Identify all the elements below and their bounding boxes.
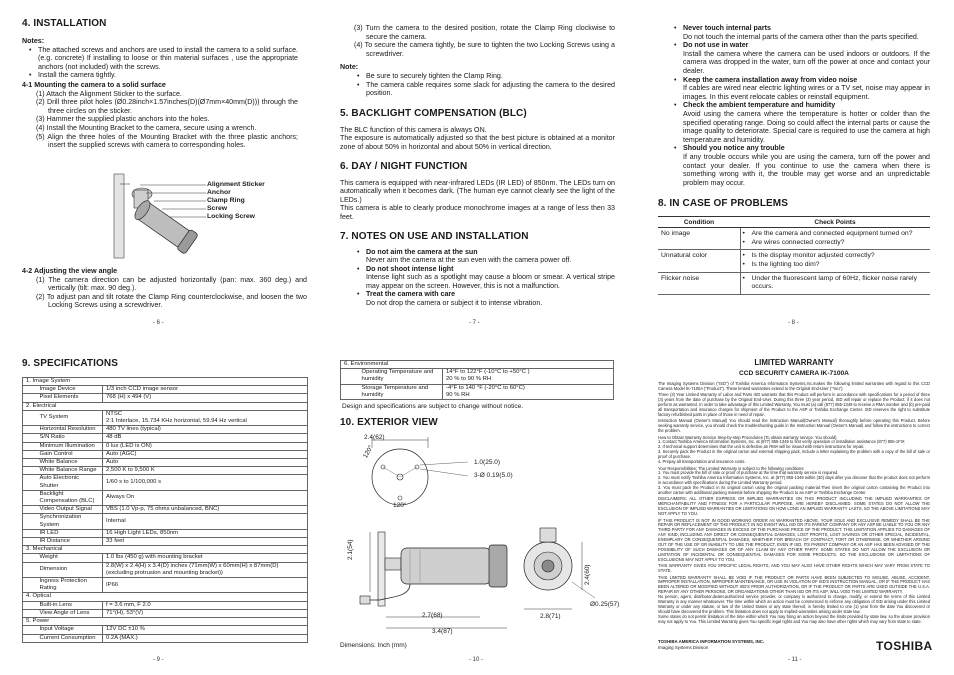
spec-key: Gain Control: [37, 450, 103, 458]
note-item: • Be sure to securely tighten the Clamp Ring.: [366, 72, 615, 81]
step: (4) To secure the camera tightly, be sure to tighten the two Locking Screws using a screwdriver.: [354, 41, 615, 58]
spec-indent: [23, 394, 37, 402]
step: (1) The camera direction can be adjusted horizontally (pan: max. 360 deg.) and vertically (tilt: max. 90 deg.).: [36, 275, 307, 293]
problems-heading: 8. IN CASE OF PROBLEMS: [658, 198, 788, 210]
spec-value: NTSC 2:1 Interlace, 15.734 KHz horizontal, 59.94 Hz vertical: [103, 410, 308, 425]
use-note: • Treat the camera with care Do not drop the camera or subject it to intense vibration.: [366, 290, 615, 307]
use-note: • Do not aim the camera at the sun Never aim the camera at the sun even with the camera power off.: [366, 248, 615, 265]
spec-key: Synchronization System: [37, 514, 103, 529]
spec-value: 71°(H), 53°(V): [103, 609, 308, 617]
blc-heading: 5. BACKLIGHT COMPENSATION (BLC): [340, 107, 527, 119]
dimension-units: Dimensions: Inch (mm): [340, 642, 407, 649]
spec-key: Dimension: [37, 562, 103, 577]
table-row: [23, 475, 308, 490]
care-note: • Keep the camera installation away from video noise If cables are wired near electric lighting wires or a TV set, noise may appear in images. In this event relocate cables or reinstall equipment.: [683, 76, 930, 102]
spec-indent: [23, 626, 37, 634]
page-11: [658, 358, 930, 625]
note-item: • The camera cable requires some slack for adjusting the camera to the desired position.: [366, 81, 615, 98]
spec-value: Auto (AGC): [103, 450, 308, 458]
table-row: [341, 361, 614, 369]
dim-front-width: 2.8(71): [540, 613, 561, 620]
table-row: [23, 459, 308, 467]
table-row: [23, 609, 308, 617]
clamp-notes: [340, 72, 615, 98]
care-notes: [658, 24, 930, 187]
dim-angle-bottom: 120°: [393, 502, 407, 509]
spec-indent: [23, 554, 37, 562]
warranty-paragraph: 2. You must notify Toshiba America Information Systems, Inc. at (877) 855-1349 within (30) days after you discover that the product does not perform in accordance with specifications during the Limited Warranty period.: [658, 475, 930, 486]
table-row: [658, 272, 930, 294]
spec-indent: [23, 529, 37, 537]
care-note: • Do not use in water Install the camera where the camera can be used indoors or outdoors. If the camera was dropped in the water, turn off the power at once and contact your dealer.: [683, 41, 930, 75]
table-row: [23, 626, 308, 634]
step: (2) Drill three pilot holes (Ø0.28inch×1.57inches(D)(Ø7mm×40mm(D))) through the three circles on the sticker.: [36, 98, 298, 115]
installation-heading: 4. INSTALLATION: [22, 18, 107, 29]
table-row: [23, 394, 308, 402]
page-6: [22, 18, 298, 150]
condition-cell: Flicker noise: [658, 272, 740, 294]
spec-key: White Balance: [37, 459, 103, 467]
dim-side-height: 2.1(54): [347, 539, 354, 560]
table-row: [23, 554, 308, 562]
table-row: [23, 529, 308, 537]
spec-indent: [23, 538, 37, 546]
subheading-4-1: 4-1 Mounting the camera to a solid surface: [22, 80, 166, 89]
check-cell: • Are the camera and connected equipment turned on? • Are wires connected correctly?: [740, 228, 930, 250]
care-note: • Check the ambient temperature and humidity Avoid using the camera where the temperature is hotter or colder than the specified operating range. Doing so could affect the internal parts or cause the image quality to deteriorate. Special care is required to use the camera at high temperature and humidity.: [683, 101, 930, 144]
spec-key: Auto Electronic Shutter: [37, 475, 103, 490]
install-note: • Install the camera tightly.: [38, 71, 298, 80]
specifications-heading: 9. SPECIFICATIONS: [22, 358, 118, 369]
spec-indent: [23, 434, 37, 442]
warranty-paragraph: How to Obtain Warranty Service Step-by-step Procedures (To obtain warranty service. You should): [658, 434, 837, 440]
install-notes: [22, 46, 298, 80]
warranty-paragraph: 3. You must pack the Product in its original carton using the original packing material.Then insert the original carton containing the Product into another carton with additional packing material before shipping the Product to an ASP or Toshiba Exchange Center.: [658, 485, 930, 496]
table-row: [23, 434, 308, 442]
check-cell: • Is the display monitor adjusted correctly? • Is the lighting too dim?: [740, 250, 930, 272]
spec-key: TV System: [37, 410, 103, 425]
label-clamp-ring: Clamp Ring: [207, 197, 245, 205]
notes-label: Notes:: [22, 37, 45, 45]
warranty-paragraph: DISCLAIMERS: ALL OTHER EXPRESS OR IMPLIED WARRANTIES ON THIS PRODUCT INCLUDING THE IMPLIED WARRANTIES OF MERCHANTABILITY AND FITNESS FOR A PARTICULAR PURPOSE, ARE HEREBY DISCLAIMED. SOME STATES DO NOT ALLOW THE EXCLUSION OF IMPLIED WARRANTIES OR LIMITATIONS ON HOW LONG AN IMPLIED WARRANTY LASTS, SO THE ABOVE LIMITATIONS MAY NOT APPLY TO YOU.: [658, 496, 930, 517]
spec-value: IP66: [103, 578, 308, 593]
col-check-points: Check Points: [740, 217, 930, 228]
spec-value: 1.0 lbs (450 g) with mounting bracket: [103, 554, 308, 562]
steps-4-1: [22, 90, 298, 150]
spec-indent: [23, 601, 37, 609]
spec-section: 5. Power: [23, 618, 308, 626]
table-row: [341, 369, 614, 384]
dim-angle-left: 120°: [362, 444, 375, 460]
table-row: [23, 546, 308, 554]
spec-value: VBS (1.0 Vp-p, 75 ohms unbalanced, BNC): [103, 506, 308, 514]
spec-indent: [23, 514, 37, 529]
use-note: • Do not shoot intense light Intense light such as a spotlight may cause a bloom or smear. A vertical stripe may appear on the screen. However, this is not a malfunction.: [366, 265, 615, 291]
notes-use-heading: 7. NOTES ON USE AND INSTALLATION: [340, 230, 529, 242]
spec-indent: [23, 475, 37, 490]
table-row: [23, 450, 308, 458]
table-row: [23, 426, 308, 434]
spec-value: 33 feet: [103, 538, 308, 546]
dim-hole-diameter: 3-Ø 0.19(5.0): [474, 472, 513, 479]
spec-section: 4. Optical: [23, 593, 308, 601]
step: (2) To adjust pan and tilt rotate the Clamp Ring counterclockwise, and loosen the two Locking Screws using a screwdriver.: [36, 292, 307, 310]
specifications-table: [22, 377, 308, 643]
install-note: • The attached screws and anchors are used to install the camera to a solid surface. (e.g. concrete) If installing to loose or thin material surfaces , use the appropriate anchors (not included) with the screws.: [38, 46, 298, 72]
page-number-10: - 10 -: [469, 657, 484, 663]
warranty-paragraph: Your Responsibilities: The Limited Warranty is subject to the following conditions:: [658, 465, 805, 471]
step: (3) Hammer the supplied plastic anchors into the holes.: [36, 115, 210, 124]
dim-length-1: 2.7(68): [422, 612, 443, 619]
note-label: Note:: [340, 63, 359, 72]
table-row: [23, 601, 308, 609]
spec-indent: [23, 410, 37, 425]
problems-table: [658, 216, 930, 295]
spec-key: Image Device: [37, 386, 103, 394]
label-anchor: Anchor: [207, 189, 231, 197]
spec-key: IR Distance: [37, 538, 103, 546]
spec-indent: [23, 426, 37, 434]
env-value: -4°F to 140 °F (-20°C to 60°C) 90 % RH: [443, 384, 614, 399]
step: (3) Turn the camera to the desired position, rotate the Clamp Ring clockwise to secure the camera.: [354, 24, 615, 41]
figure-labels: [207, 181, 265, 221]
spec-key: Backlight Compensation (BLC): [37, 490, 103, 505]
spec-key: Weight: [37, 554, 103, 562]
view-angle-section: [22, 267, 307, 310]
warranty-paragraph: 2. If technical support determines that the unit is defective,an RMA will be issued with return instructions for repair.: [658, 444, 865, 450]
spec-value: 48 dB: [103, 434, 308, 442]
table-row: [23, 506, 308, 514]
spec-value: 1/3 inch CCD image sensor: [103, 386, 308, 394]
table-row: [23, 442, 308, 450]
spec-key: Horizontal Resolution: [37, 426, 103, 434]
day-night-heading: 6. DAY / NIGHT FUNCTION: [340, 160, 468, 172]
table-row: [23, 634, 308, 642]
spec-indent: [23, 609, 37, 617]
label-screw: Screw: [207, 205, 228, 213]
table-row: [23, 578, 308, 593]
spec-value: 16 High Light LEDs, 850nm: [103, 529, 308, 537]
spec-indent: [23, 634, 37, 642]
spec-value: 12V DC ±10 %: [103, 626, 308, 634]
warranty-paragraph: IF THIS PRODUCT IS NOT IN GOOD WORKING ORDER AS WARRANTED ABOVE, YOUR SOLE AND EXCLUSIVE REMEDY SHALL BE THE REPAIR OR REPLACEMENT OF THE PRODUCT. IN NO EVENT WILL ISD OR ITS PARENT COMPANY OR ANY ASP BE LIABLE TO YOU OR ANY THIRD PARTY FOR ANY DAMAGES IN EXCESS OF THE PURCHASE PRICE OF THE PRODUCT. THIS LIMITATION APPLIES TO DAMAGES OF ANY KIND, INCLUDING ANY DIRECT OR CONSEQUENTIAL DAMAGES, LOST PROFITS, LOST SAVINGS OR OTHER SPECIAL, INCIDENTAL, EXEMPLARY OR CONSEQUENTIAL DAMAGES, WHETHER FOR BREACH OF CONTRACT, TORT OR OTHERWISE, OR WHETHER ARISING OUT OF THE USE OF OR INABILITY TO USE THE PRODUCT, EVEN IF ISD, ITS PARENT COMPANY OR AN ASP HAS BEEN ADVISED OF THE POSSIBILITY OF SUCH DAMAGES OR OF ANY CLAIM BY ANY OTHER PARTY. SOME STATES DO NOT ALLOW THE EXCLUSION OR LIMITATION OF INCIDENTAL OR CONSEQUENTIAL DAMAGES FOR SOME PRODUCTS, SO THE EXCLUSIONS OR LIMITATIONS OF EXCLUSIONS MAY NOT APPLY TO YOU.: [658, 517, 930, 562]
warranty-paragraph: 3. Securely pack the Product in the original carton and external shipping pack, include a letter explaining the problem with a copy of the bill of sale or proof of purchase.: [658, 449, 930, 460]
spec-value: f = 3.6 mm, F 2.0: [103, 601, 308, 609]
env-key: Operating Temperature and humidity: [359, 369, 443, 384]
spec-value: Auto: [103, 459, 308, 467]
table-row: [23, 402, 308, 410]
spec-key: White Balance Range: [37, 467, 103, 475]
table-row: [23, 562, 308, 577]
spec-section: 1. Image System: [23, 378, 308, 386]
warranty-paragraph: Some states do not permit limitation of the time within which You may bring an action beyond the limits provided by state law, so the above provision may not apply to You. This Limited Warranty gives You specific legal rights and You may also have other rights which may vary from state to state.: [658, 613, 930, 624]
spec-indent: [23, 506, 37, 514]
table-row: [23, 618, 308, 626]
table-row: [23, 410, 308, 425]
warranty-paragraph: 1. You must provide the bill of sale or proof of purchase at the time that warranty service is required.: [658, 470, 839, 476]
warranty-paragraph: No person, agent, distributor,dealer,authorized service provider, or company is authorized to change, modify, or extend the terms of this Limited Warranty in any manner whatsoever. The time within which an action must be commenced to enforce any obligation of ISD arising under this Limited Warranty or under any statute, or law of the United States or any state thereof, is hereby limited to one (1) year from the date You discovered or should have discovered the problem. This limitation does not apply to implied warranties arising under state law.: [658, 594, 930, 614]
spec-value: 1/60 s to 1/100,000 s: [103, 475, 308, 490]
dim-front-height: 2.4(60): [584, 564, 591, 585]
table-row: [23, 514, 308, 529]
spec-indent: [23, 442, 37, 450]
warranty-paragraph: THIS WARRANTY GIVES YOU SPECIFIC LEGAL RIGHTS, AND YOU MAY ALSO HAVE OTHER RIGHTS WHICH MAY VARY FROM STATE TO STATE.: [658, 563, 930, 574]
warranty-paragraph: 4. Prepay all transportation and insurance costs.: [658, 459, 746, 465]
env-value: 14°F to 122°F (-10°C to +50°C ) 20 % to 90 % RH: [443, 369, 614, 384]
step: (5) Align the three holes of the Mounting Bracket with the three plastic anchors; insert the supplied screws with camera to corresponding holes.: [36, 132, 298, 150]
blc-text-2: The exposure is automatically adjusted so that the best picture is obtained at a monitor zone of about 50% in horizontal and about 50% in vertical direction.: [340, 134, 615, 151]
warranty-title: LIMITED WARRANTY: [754, 358, 834, 367]
environment-table: [340, 360, 614, 400]
warranty-paragraph: THIS LIMITED WARRANTY SHALL BE VOID IF THE PRODUCT OR PARTS HAVE BEEN SUBJECTED TO MISUSE, ABUSE, ACCIDENT, IMPROPER INSTALLATION, IMPROPER MAINTENANCE, OR USE IN VIOLATION OF ISD'S INSTRUCTION MANUAL, OR IF THE PRODUCT HAS BEEN ALTERED OR MODIFIED WITHOUT ISD'S PRIOR AUTHORIZATION, OR IF THE PRODUCT OR PARTS ARE USED OUTSIDE THE U.S.A. REPAIR BY ANY OTHER PERSONS, OR ORGANIZATIONS OTHER THAN ISD OR ITS ASP, WILL VOID THIS LIMITED WARRANTY.: [658, 574, 930, 595]
table-row: [658, 228, 930, 250]
page-number-9: - 9 -: [153, 657, 164, 663]
care-note: • Never touch internal parts Do not touch the internal parts of the camera other than the parts specified.: [683, 24, 930, 41]
spec-indent: [23, 562, 37, 577]
page-number-6: - 6 -: [153, 320, 164, 326]
figure-leader-lines: [140, 182, 210, 227]
table-row: [658, 250, 930, 272]
day-night-text: This camera is equipped with near-infrared LEDs (IR LED) of 850nm. The LEDs turn on automatically when it becomes dark. (The human eye cannot clearly see the light of the LEDs.): [340, 178, 615, 204]
dim-hole-offset: 1.0(25.0): [474, 459, 501, 466]
spec-key: Ingress Protection Rating: [37, 578, 103, 593]
spec-indent: [23, 459, 37, 467]
spec-key: Video Output Signal: [37, 506, 103, 514]
spec-value: 2,500 K to 9,500 K: [103, 467, 308, 475]
spec-key: Built-in Lens: [37, 601, 103, 609]
table-row: [341, 384, 614, 399]
spec-key: Current Consumption: [37, 634, 103, 642]
steps-3-4: [340, 24, 615, 58]
condition-cell: Unnatural color: [658, 250, 740, 272]
warranty-paragraph: Instruction Manual (Owner's Manual) You should read the Instruction Manual(Owner's Manual) thoroughly before operating this Product. Before seeking warranty service, you should check the troubleshooting guide in the Instruction Manual (Owner's Manual) and follow the instructions to correct the problem.: [658, 418, 930, 434]
care-note: • Should you notice any trouble If any trouble occurs while you are using the camera, turn off the power and contact your dealer. If you continue to use the camera when there is something wrong with it, the trouble may get worse and an unpredictable problem may occur.: [683, 144, 930, 187]
exterior-view-heading: 10. EXTERIOR VIEW: [340, 417, 438, 428]
page-7: [340, 24, 615, 308]
page-number-8: - 8 -: [788, 320, 799, 326]
spec-value: Internal: [103, 514, 308, 529]
dim-top-width: 2.4(62): [364, 434, 385, 441]
warranty-body: [658, 382, 930, 625]
subheading-4-2: 4-2 Adjusting the view angle: [22, 267, 118, 275]
spec-section: 3. Mechanical: [23, 546, 308, 554]
table-row: [23, 538, 308, 546]
step: (1) Attach the Alignment Sticker to the surface.: [36, 89, 182, 98]
condition-cell: No image: [658, 228, 740, 250]
check-cell: • Under the fluorescent lamp of 60Hz, flicker noise rarely occurs.: [740, 272, 930, 294]
spec-key: IR LED: [37, 529, 103, 537]
env-section-label: 6. Environmental: [341, 361, 614, 369]
spec-key: Minimum Illumination: [37, 442, 103, 450]
spec-value: 2.8(W) x 2.4(H) x 3.4(D) inches (71mm(W) x 60mm(H) x 87mm(D) (excluding protrusion and mounting bracket)): [103, 562, 308, 577]
day-night-text-2: This camera is able to clearly produce monochrome images at a range of less then 33 feet.: [340, 204, 615, 221]
spec-change-note: Design and specifications are subject to change without notice.: [342, 403, 524, 410]
spec-indent: [23, 490, 37, 505]
dim-lens-diameter: Ø0.25(57): [590, 601, 620, 608]
warranty-paragraph: The Imaging Systems Division ("ISD") of Toshiba America Information Systems,Inc.makes the following limited warranties with regard to this CCD Camera Model IK-7100A ("Product"). These limited warranties extend to the Original End-User ("You").: [658, 381, 930, 391]
table-row: [23, 467, 308, 475]
footer-company: TOSHIBA AMERICA INFORMATION SYSTEMS, INC.: [658, 639, 765, 644]
footer-division: Imaging Systems Division: [658, 645, 709, 650]
spec-value: 0 lux (LED is ON): [103, 442, 308, 450]
spec-value: 768 (H) x 494 (V): [103, 394, 308, 402]
table-row: [23, 593, 308, 601]
spec-value: 480 TV lines (typical): [103, 426, 308, 434]
page-number-11: - 11 -: [788, 657, 802, 663]
page-number-7: - 7 -: [469, 320, 480, 326]
spec-indent: [23, 467, 37, 475]
col-condition: Condition: [658, 217, 740, 228]
spec-value: Always On: [103, 490, 308, 505]
toshiba-logo: TOSHIBA: [876, 639, 933, 653]
step: (4) Install the Mounting Bracket to the camera, secure using a wrench.: [36, 123, 257, 132]
spec-key: Input Voltage: [37, 626, 103, 634]
spec-section: 2. Electrical: [23, 402, 308, 410]
steps-4-2: [22, 276, 307, 310]
spec-indent: [23, 386, 37, 394]
spec-indent: [23, 578, 37, 593]
table-row: [23, 490, 308, 505]
spec-indent: [23, 450, 37, 458]
table-row: [23, 378, 308, 386]
table-row: [23, 386, 308, 394]
use-notes: [340, 248, 615, 308]
blc-text: The BLC function of this camera is always ON.: [340, 125, 487, 134]
warranty-paragraph: 1. Contact Toshiba America Information Systems, Inc. at (877) 855-1349 to first verify operation or installation assistance (877) 855-1FIX: [658, 439, 905, 445]
spec-key: S/N Ratio: [37, 434, 103, 442]
label-alignment-sticker: Alignment Sticker: [207, 181, 265, 188]
warranty-subtitle: CCD SECURITY CAMERA IK-7100A: [739, 370, 849, 377]
page-8: [658, 24, 930, 295]
spec-key: Pixel Elements: [37, 394, 103, 402]
spec-value: 0.2A (MAX.): [103, 634, 308, 642]
env-key: Storage Temperature and humidity: [359, 384, 443, 399]
dim-length-2: 3.4(87): [432, 628, 453, 635]
warranty-paragraph: Three (3) Year Limited Warranty of Labor and Parts ISD warrants that this Product will perform in accordance with specifications for a period of three (3) years from the date of purchase by the Original End-User. During this three (3) year period, ISD will repair or replace the Product, if it does not perform as warranted. In order to take advantage of this Limited Warranty, You must (a) call (877) 855-1349 to receive a RMA number and (b) pre-paid all transportation and insurance charges for shipment of the Product to the ASP or Toshiba Exchange Center. ISD reserves the right to substitute factory refurbished parts in place of those in need of repair.: [658, 392, 930, 417]
spec-key: View Angle of Lens: [37, 609, 103, 617]
label-locking-screw: Locking Screw: [207, 213, 255, 221]
